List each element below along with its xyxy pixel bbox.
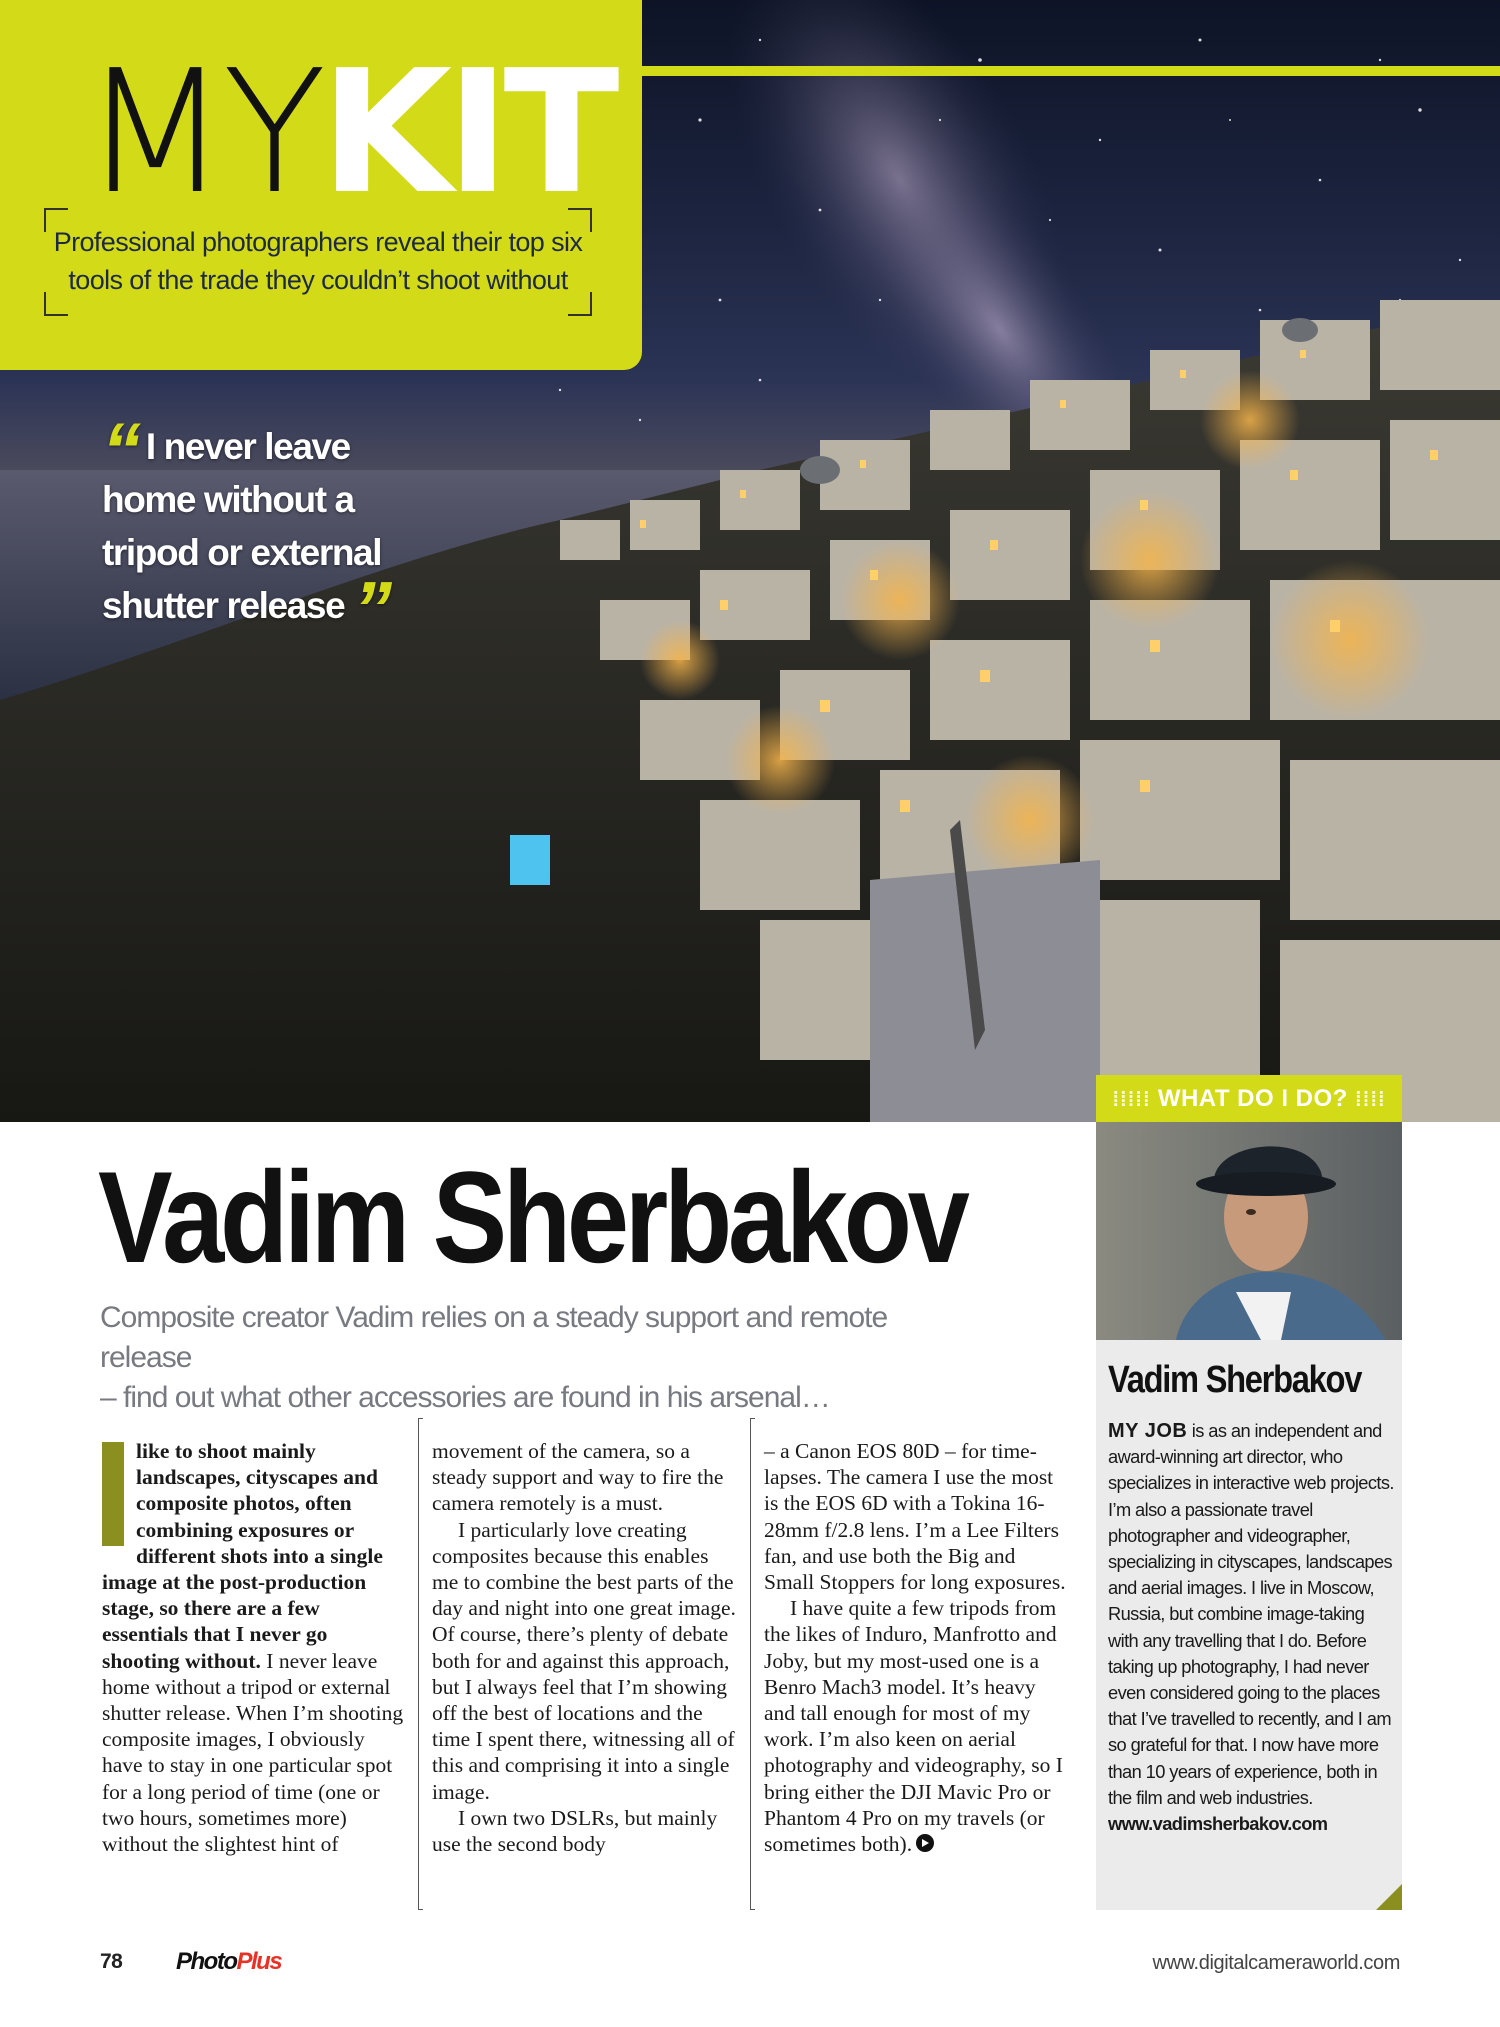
body-paragraph-text: I have quite a few tripods from the likes of Induro, Manfrotto and Joby, but my most-used one is a Benro Mach3 model. It’s heavy and tall enough for most of my work. I’m also keen on aerial photography and videography, so I bring either the DJI Mavic Pro or Phantom 4 Pro on my travels (or sometimes both). <box>764 1596 1063 1857</box>
magazine-logo <box>176 1948 281 1976</box>
my-job-label: MY JOB <box>1108 1420 1188 1442</box>
profile-name: Vadim Sherbakov <box>1108 1359 1362 1401</box>
quote-open-mark: “ <box>102 406 137 494</box>
corner-fold-decoration <box>1376 1884 1402 1910</box>
article-headline: Vadim Sherbakov <box>98 1144 966 1290</box>
drop-cap-bar <box>102 1442 124 1546</box>
page-number: 78 <box>100 1950 123 1973</box>
tab-dots-right: ⁞⁞⁞⁞ <box>1355 1089 1386 1111</box>
end-of-article-icon <box>916 1834 934 1852</box>
bracket-top-right <box>568 208 592 232</box>
section-title <box>82 34 614 232</box>
what-do-i-do-tab <box>1096 1075 1402 1122</box>
tab-dots-left: ⁞⁞⁞⁞⁞ <box>1112 1089 1151 1111</box>
deck-line-2: – find out what other accessories are found in his arsenal… <box>100 1381 830 1414</box>
column-rule-1 <box>418 1418 419 1910</box>
bracket-bottom-right <box>568 292 592 316</box>
pull-quote <box>102 406 442 653</box>
body-column-3 <box>764 1438 1070 1857</box>
profile-website-link[interactable]: www.vadimsherbakov.com <box>1108 1813 1328 1835</box>
body-paragraph: – a Canon EOS 80D – for time-lapses. The camera I use the most is the EOS 6D with a Tokina 16-28mm f/2.8 lens. I’m a Lee Filters fan, and use both the Big and Small Stoppers for long exposures. <box>764 1439 1066 1595</box>
body-paragraph <box>764 1595 1070 1857</box>
standfirst-line-2: tools of the trade they couldn’t shoot without <box>68 265 568 295</box>
quote-close-mark: ” <box>353 565 389 653</box>
logo-photo: Photo <box>176 1948 237 1975</box>
body-column-1 <box>102 1438 408 1857</box>
body-paragraph: I own two DSLRs, but mainly use the second body <box>432 1805 718 1857</box>
what-do-i-do-label: WHAT DO I DO? <box>1157 1085 1348 1112</box>
column-rule-2 <box>750 1418 751 1910</box>
deck-line-1: Composite creator Vadim relies on a steady support and remote release <box>100 1301 888 1374</box>
profile-sidebar <box>1096 1122 1402 1910</box>
section-title-light: MY <box>82 34 321 232</box>
my-kit-banner <box>0 0 642 370</box>
lead-rest-text: I never leave home without a tripod or external shutter release. When I’m shooting composite images, I obviously have to stay in one particular spot for a long period of time (one or two hours, sometimes more) without the slightest hint of <box>102 1648 404 1857</box>
body-paragraph: movement of the camera, so a steady support and way to fire the camera remotely is a must. <box>432 1439 724 1516</box>
bracket-top-left <box>44 208 68 232</box>
lead-bold-text: like to shoot mainly landscapes, cityscapes and composite photos, often combining exposures or different shots into a single image at the post-production stage, so there are a few essentials that I never go shooting without. <box>102 1439 383 1673</box>
logo-plus: Plus <box>236 1948 282 1975</box>
profile-portrait <box>1096 1122 1402 1340</box>
standfirst-line-1: Professional photographers reveal their top six <box>53 227 583 257</box>
pull-quote-text: I never leave home without a tripod or external shutter release <box>102 426 382 626</box>
bracket-bottom-left <box>44 292 68 316</box>
footer-website[interactable]: www.digitalcameraworld.com <box>1152 1952 1400 1974</box>
lead-paragraph <box>102 1438 408 1857</box>
profile-bio-text: is as an independent and award-winning art director, who specializes in interactive web projects. I’m also a passionate travel photographer and videographer, specializing in cityscapes, landscapes and aerial images. I live in Moscow, Russia, but combine image-taking with any travelling that I do. Before taking up photography, I had never even considered going to the places that I’ve travelled to recently, and I am so grateful for that. I now have more than 10 years of experience, both in the film and web industries. <box>1108 1420 1394 1808</box>
profile-bio <box>1108 1418 1394 1837</box>
body-paragraph: I particularly love creating composites because this enables me to combine the best parts of the day and night into one great image. Of course, there’s plenty of debate both for and against this approach, but I always feel that I’m showing off the best of locations and the time I spent there, witnessing all of this and comprising it into a single image. <box>432 1517 736 1804</box>
section-title-bold: KIT <box>320 34 614 232</box>
article-deck <box>100 1298 960 1418</box>
portrait-illustration <box>1096 1122 1402 1340</box>
body-column-2 <box>432 1438 738 1857</box>
section-standfirst <box>44 208 592 316</box>
header-rule <box>642 66 1500 76</box>
